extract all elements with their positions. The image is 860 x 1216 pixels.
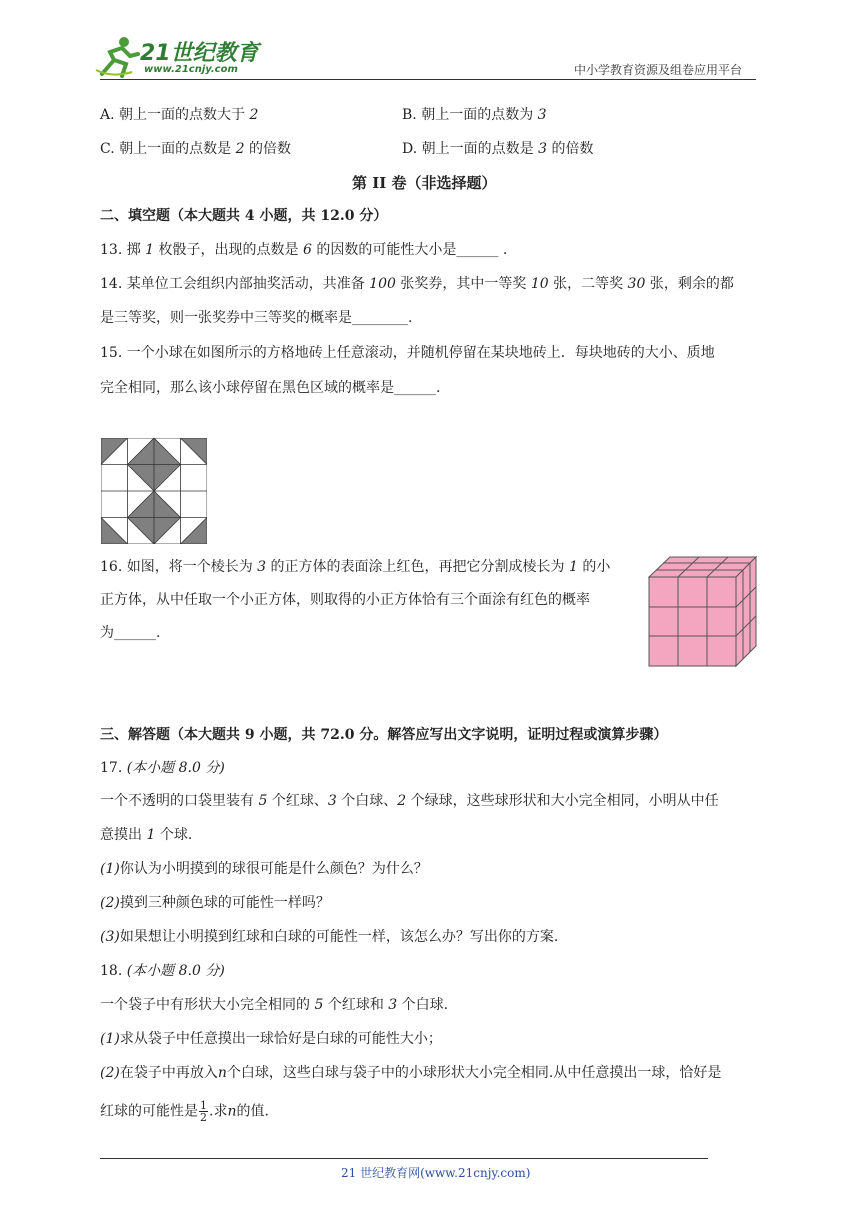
fraction-numerator: 1 (200, 1099, 207, 1112)
q14-text-2: 张奖券，其中一等奖 (395, 276, 531, 292)
q17-sub-2-text: 摸到三种颜色球的可能性一样吗？ (119, 895, 330, 911)
site-logo (92, 34, 262, 78)
q18-num-2: 3 (388, 997, 398, 1013)
q14-num-1: 100 (369, 276, 396, 292)
q17-sub-1-text: 你认为小明摸到的球很可能是什么颜色？为什么？ (119, 861, 428, 877)
runner-logo-icon (92, 34, 142, 78)
q17-sub-3-text: 如果想让小明摸到红球和白球的可能性一样，该怎么办？写出你的方案. (119, 929, 559, 945)
q14-text-3: 张，二等奖 (548, 276, 628, 292)
q18-sub-1-text: 求从袋子中任意摸出一球恰好是白球的可能性大小； (119, 1031, 442, 1047)
q17-text-4: 个绿球，这些球形状和大小完全相同，小明从中任 (406, 793, 719, 809)
q17-score: (本小题 8.0 分) (126, 760, 225, 776)
question-18-sub-1 (100, 1029, 442, 1049)
q18-sub-1-tag: (1) (100, 1031, 120, 1047)
question-17-line-2 (100, 825, 192, 845)
q17-sub-1-tag: (1) (100, 861, 120, 877)
fraction-one-half (199, 1100, 208, 1123)
q14-num-2: 10 (530, 276, 549, 292)
q18-text-6: 的值. (236, 1103, 269, 1120)
question-18-sub-2 (100, 1063, 721, 1083)
question-18-line-last (100, 1100, 269, 1123)
footer-divider (100, 1158, 708, 1159)
question-17-header (100, 758, 225, 778)
q18-variable-n-2: n (227, 1103, 237, 1120)
q18-sub-2-tag: (2) (100, 1065, 120, 1081)
logo-main-text: 21世纪教育 (140, 41, 259, 66)
q16-num-2: 1 (569, 559, 578, 575)
q17-num-2: 3 (327, 793, 337, 809)
option-a-text: A. 朝上一面的点数大于 (100, 107, 250, 123)
q18-score: (本小题 8.0 分) (126, 963, 225, 979)
option-c-number: 2 (235, 141, 245, 157)
question-18-line-1 (100, 995, 448, 1015)
q18-sub-2-text-2: 个白球，这些白球与袋子中的小球形状大小完全相同.从中任意摸出一球，恰好是 (226, 1065, 722, 1081)
q18-text-3: 个白球. (397, 997, 449, 1013)
footer-link[interactable]: 21 世纪教育网(www.21cnjy.com) (341, 1166, 531, 1180)
option-c-text: C. 朝上一面的点数是 (100, 141, 236, 157)
question-14-line-1 (100, 274, 734, 294)
q13-num-2: 6 (303, 242, 312, 258)
q17-text-1: 一个不透明的口袋里装有 (100, 793, 259, 809)
q17-number: 17. (100, 760, 123, 776)
option-b-number: 3 (537, 107, 547, 123)
q17-text-6: 个球. (155, 827, 193, 843)
question-17-sub-1 (100, 859, 428, 879)
q17-text-2: 个红球、 (267, 793, 328, 809)
q16-text-3: 的小 (577, 559, 611, 575)
option-a-number: 2 (249, 107, 259, 123)
question-15-line-2: 完全相同，那么该小球停留在黑色区域的概率是______. (100, 380, 441, 396)
tile-grid-figure (101, 438, 207, 544)
question-17-sub-3 (100, 927, 558, 947)
option-d-number: 3 (538, 141, 547, 157)
q14-num-3: 30 (627, 276, 646, 292)
q14-text-1: 14. 某单位工会组织内部抽奖活动，共准备 (100, 276, 370, 292)
option-c-suffix: 的倍数 (244, 141, 291, 157)
header-divider (100, 79, 756, 80)
q17-text-3: 个白球、 (336, 793, 398, 809)
q14-text-4: 张，剩余的都 (645, 276, 734, 292)
part2-title: 第 II 卷（非选择题） (352, 174, 497, 192)
q18-number: 18. (100, 963, 123, 979)
q18-sub-2-text-1: 在袋子中再放入 (119, 1065, 218, 1081)
q17-num-4: 1 (146, 827, 156, 843)
q17-num-3: 2 (397, 793, 407, 809)
option-c (100, 139, 291, 159)
question-16-line-1 (100, 557, 610, 577)
q13-text-3: 的因数的可能性大小是______ . (311, 242, 508, 258)
question-14-line-2: 是三等奖，则一张奖券中三等奖的概率是________. (100, 310, 413, 326)
option-d (402, 139, 593, 159)
option-b (402, 105, 547, 125)
cube-figure (648, 556, 758, 668)
option-d-text: D. 朝上一面的点数是 (402, 141, 539, 157)
question-16-line-3: 为______. (100, 625, 161, 641)
question-17-sub-2 (100, 893, 330, 913)
fraction-denominator: 2 (200, 1111, 207, 1124)
q18-text-2: 个红球和 (323, 997, 389, 1013)
header-platform-text: 中小学教育资源及组卷应用平台 (574, 63, 743, 77)
q13-text-2: 枚骰子，出现的点数是 (154, 242, 303, 258)
option-a (100, 105, 258, 125)
q18-text-1: 一个袋子中有形状大小完全相同的 (100, 997, 315, 1013)
q18-variable-n: n (217, 1065, 227, 1081)
q17-sub-2-tag: (2) (100, 895, 120, 911)
question-15-line-1: 15. 一个小球在如图所示的方格地砖上任意滚动，并随机停留在某块地砖上．每块地砖的大小、质地 (100, 345, 715, 361)
q17-num-1: 5 (258, 793, 268, 809)
question-13 (100, 240, 507, 260)
question-18-header (100, 961, 225, 981)
q18-text-4: 红球的可能性是 (100, 1103, 198, 1120)
q16-text-2: 的正方体的表面涂上红色，再把它分割成棱长为 (266, 559, 569, 575)
section2-title: 二、填空题（本大题共 4 小题，共 12.0 分） (100, 208, 388, 224)
q13-num-1: 1 (145, 242, 155, 258)
option-d-suffix: 的倍数 (547, 141, 594, 157)
q13-text-1: 13. 掷 (100, 242, 146, 258)
q17-sub-3-tag: (3) (100, 929, 120, 945)
section3-title: 三、解答题（本大题共 9 小题，共 72.0 分。解答应写出文字说明，证明过程或演算步骤） (100, 727, 668, 743)
question-17-line-1 (100, 791, 719, 811)
question-16-line-2: 正方体，从中任取一个小正方体，则取得的小正方体恰有三个面涂有红色的概率 (100, 592, 590, 608)
q16-text-1: 16. 如图，将一个棱长为 (100, 559, 258, 575)
q16-num-1: 3 (257, 559, 267, 575)
option-b-text: B. 朝上一面的点数为 (402, 107, 538, 123)
logo-url-text: www.21cnjy.com (144, 64, 238, 75)
q18-num-1: 5 (314, 997, 324, 1013)
q17-text-5: 意摸出 (100, 827, 147, 843)
q18-text-5: .求 (209, 1103, 228, 1120)
